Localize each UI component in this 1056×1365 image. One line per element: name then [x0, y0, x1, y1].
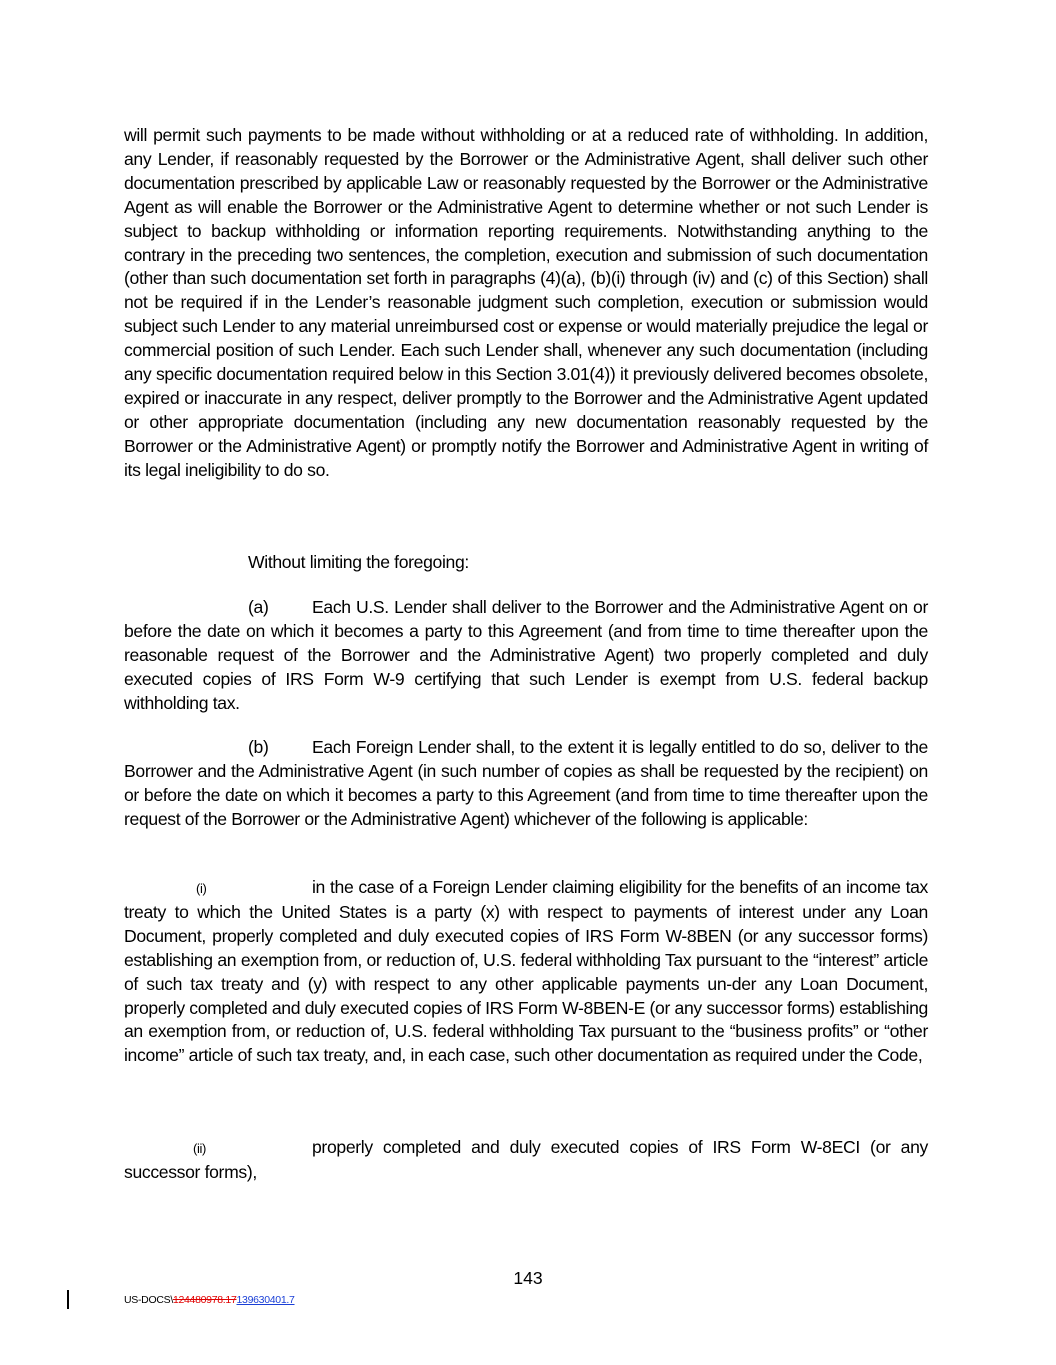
paragraph-a-text: Each U.S. Lender shall deliver to the Borrower and the Administrative Agent on or before the date on which it becomes a party to this Agreement (and from time to time thereafter upon the reasonable request of the Borrower and the Administrative Agent) two properly completed and duly executed copies of IRS Form W-9 certifying that such Lender is exempt from U.S. federal backup withholding tax.	[124, 597, 928, 713]
document-id-deleted: 124480978.17	[172, 1294, 237, 1306]
document-id-inserted: 139630401.7	[236, 1294, 295, 1306]
paragraph-b-i	[124, 876, 928, 1068]
paragraph-without-limiting	[124, 551, 928, 575]
paragraph-b-i-text: in the case of a Foreign Lender claiming eligibility for the benefits of an income tax treaty to which the United States is a party (x) with respect to payments of interest under any Loan Document, properly completed and duly executed copies of IRS Form W-8BEN (or any successor forms) establishing an exemption from, or reduction of, U.S. federal withholding Tax pursuant to the “interest” article of such tax treaty and (y) with respect to any other applicable payments un-der any Loan Document, properly completed and duly executed copies of IRS Form W-8BEN-E (or any successor forms) establishing an exemption from, or reduction of, U.S. federal withholding Tax pursuant to the “business profits” or “other income” article of such tax treaty, and, in each case, such other documentation as required under the Code,	[124, 877, 928, 1066]
revision-change-bar	[67, 1290, 69, 1309]
page-number: 143	[513, 1268, 543, 1288]
paragraph-b-label: (b)	[248, 737, 269, 757]
paragraph-b-text: Each Foreign Lender shall, to the extent it is legally entitled to do so, deliver to the Borrower and the Administrative Agent (in such number of copies as shall be requested by the recipient) on or before the date on which it becomes a party to this Agreement (and from time to time thereafter upon the request of the Borrower or the Administrative Agent) whichever of the following is applicable:	[124, 737, 928, 829]
paragraph-b	[124, 736, 928, 832]
paragraph-documentation-requirements: will permit such payments to be made without withholding or at a reduced rate of withholding. In addition, any Lender, if reasonably requested by the Borrower or the Administrative Agent, shall deliver such other documentation prescribed by applicable Law or reasonably requested by the Borrower or the Administrative Agent as will enable the Borrower or the Administrative Agent to determine whether or not such Lender is subject to backup withholding or information reporting requirements. Notwithstanding anything to the contrary in the preceding two sentences, the completion, execution and submission of such documentation (other than such documentation set forth in paragraphs (4)(a), (b)(i) through (iv) and (c) of this Section) shall not be required if in the Lender’s reasonable judgment such completion, execution or submission would subject such Lender to any material unreimbursed cost or expense or would materially prejudice the legal or commercial position of such Lender. Each such Lender shall, whenever any such documentation (including any specific documentation required below in this Section 3.01(4)) it previously delivered becomes obsolete, expired or inaccurate in any respect, deliver promptly to the Borrower and the Administrative Agent updated or other appropriate documentation (including any new documentation reasonably requested by the Borrower or the Administrative Agent) or promptly notify the Borrower and Administrative Agent in writing of its legal ineligibility to do so.	[124, 125, 928, 480]
paragraph-without-limiting-text: Without limiting the foregoing:	[248, 552, 469, 572]
paragraph-a-label: (a)	[248, 597, 269, 617]
document-id-prefix: US-DOCS\	[124, 1294, 173, 1306]
paragraph-b-ii-label: (ii)	[193, 1141, 207, 1156]
paragraph-a	[124, 596, 928, 716]
document-id-footer	[124, 1294, 295, 1306]
paragraph-b-ii-text: properly completed and duly executed copies of IRS Form W-8ECI (or any successor forms),	[124, 1137, 928, 1182]
paragraph-b-i-label: (i)	[196, 881, 207, 896]
paragraph-b-ii	[124, 1136, 928, 1185]
